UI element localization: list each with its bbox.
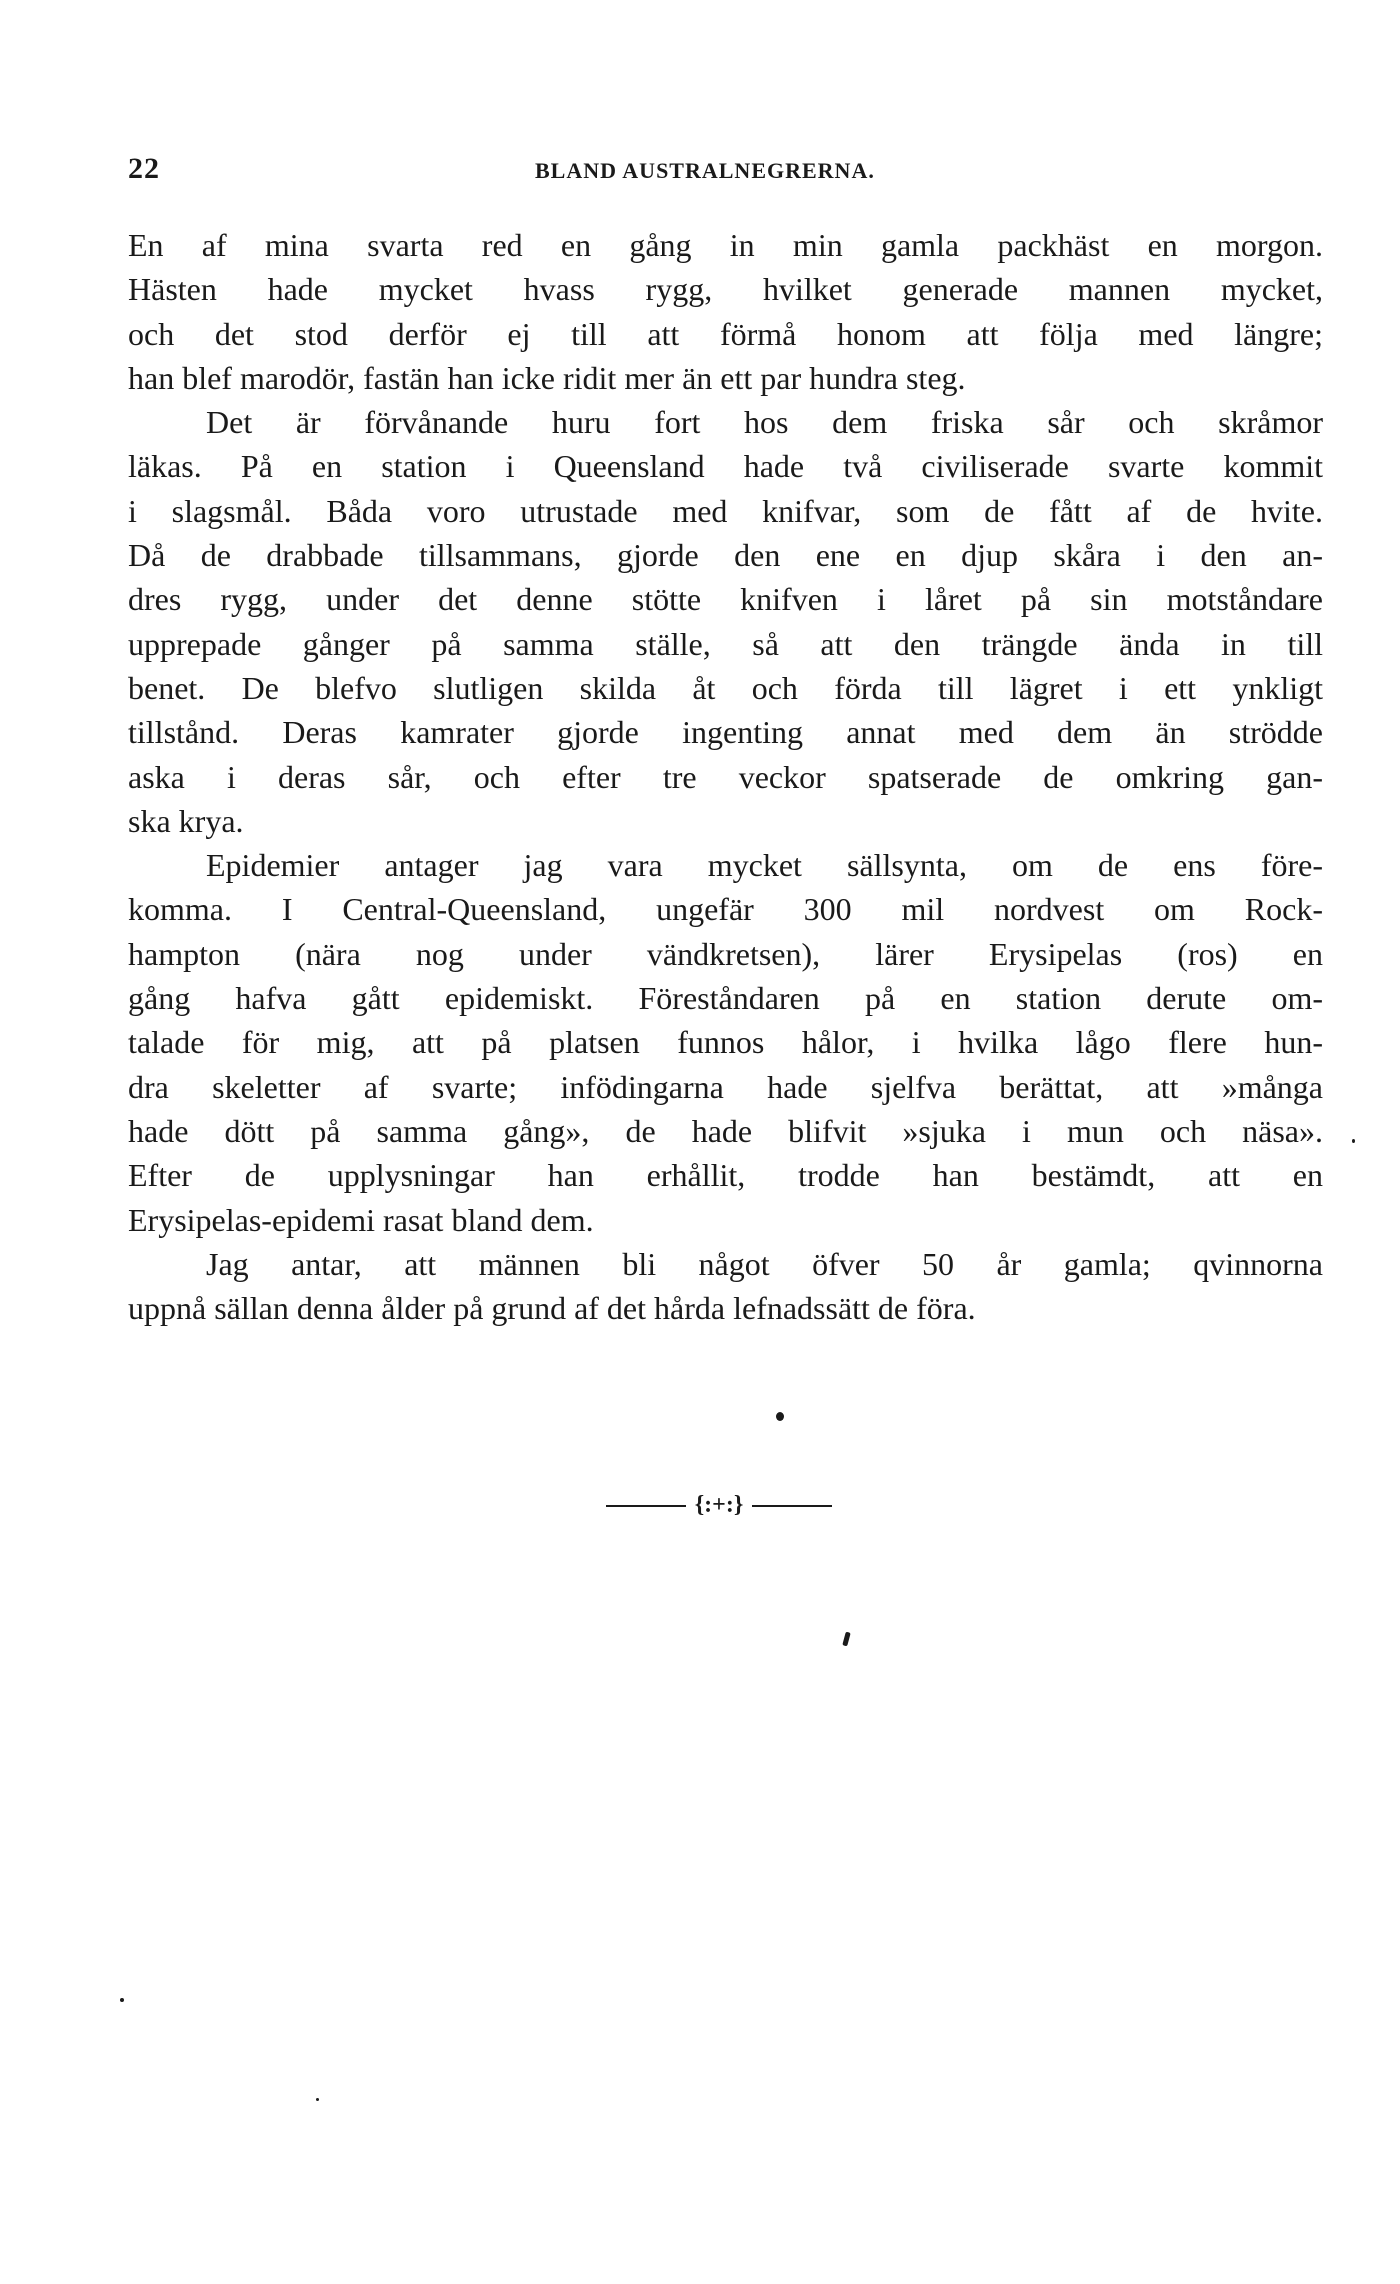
text-line: dres rygg, under det denne stötte knifven i låret på sin motståndare xyxy=(128,581,1323,618)
ornament-rule-right xyxy=(752,1505,832,1507)
text-line: Då de drabbade tillsammans, gjorde den ene en djup skåra i den an- xyxy=(128,537,1323,574)
text-line: hampton (nära nog under vändkretsen), lärer Erysipelas (ros) en xyxy=(128,935,1323,972)
text-line: benet. De blefvo slutligen skilda åt och förda till lägret i ett ynkligt xyxy=(128,669,1323,706)
ornament-rule-left xyxy=(606,1505,686,1507)
print-speck xyxy=(776,1412,784,1421)
text-line: tillstånd. Deras kamrater gjorde ingenting annat med dem än strödde xyxy=(128,714,1323,751)
text-line: Epidemier antager jag vara mycket sällsynta, om de ens före- xyxy=(206,847,1323,884)
body-text xyxy=(128,223,1323,1330)
text-line: En af mina svarta red en gång in min gamla packhäst en morgon. xyxy=(128,227,1323,263)
text-line: han blef marodör, fastän han icke ridit mer än ett par hundra steg. xyxy=(128,359,966,396)
text-line: i slagsmål. Båda voro utrustade med knifvar, som de fått af de hvite. xyxy=(128,492,1323,529)
text-line: komma. I Central-Queensland, ungefär 300 mil nordvest om Rock- xyxy=(128,891,1323,928)
running-title: BLAND AUSTRALNEGRERNA. xyxy=(535,158,875,183)
text-line: upprepade gånger på samma ställe, så att den trängde ända in till xyxy=(128,625,1323,662)
text-line: läkas. På en station i Queensland hade två civiliserade svarte kommit xyxy=(128,448,1323,485)
text-line: Det är förvånande huru fort hos dem friska sår och skråmor xyxy=(206,404,1323,441)
ornament-mark: {:+:} xyxy=(694,1492,744,1518)
page-header xyxy=(128,152,1323,192)
print-speck xyxy=(120,1998,124,2002)
text-line: Efter de upplysningar han erhållit, trodde han bestämdt, att en xyxy=(128,1157,1323,1194)
section-ornament xyxy=(606,1490,832,1520)
text-line: talade för mig, att på platsen funnos hålor, i hvilka lågo flere hun- xyxy=(128,1024,1323,1061)
print-speck xyxy=(842,1632,850,1647)
page-number: 22 xyxy=(128,152,160,185)
text-line: Hästen hade mycket hvass rygg, hvilket generade mannen mycket, xyxy=(128,271,1323,308)
text-line: dra skeletter af svarte; infödingarna hade sjelfva berättat, att »många xyxy=(128,1068,1323,1105)
text-line: hade dött på samma gång», de hade blifvit »sjuka i mun och näsa». xyxy=(128,1112,1323,1149)
text-line: aska i deras sår, och efter tre veckor spatserade de omkring gan- xyxy=(128,758,1323,795)
text-line: Jag antar, att männen bli något öfver 50 år gamla; qvinnorna xyxy=(206,1245,1323,1282)
text-line: gång hafva gått epidemiskt. Föreståndaren på en station derute om- xyxy=(128,980,1323,1017)
print-speck xyxy=(1352,1139,1355,1143)
text-line: och det stod derför ej till att förmå honom att följa med längre; xyxy=(128,315,1323,352)
text-line: Erysipelas-epidemi rasat bland dem. xyxy=(128,1201,594,1238)
print-speck xyxy=(316,2098,319,2101)
text-line: ska krya. xyxy=(128,802,244,839)
text-line: uppnå sällan denna ålder på grund af det hårda lefnadssätt de föra. xyxy=(128,1290,976,1327)
